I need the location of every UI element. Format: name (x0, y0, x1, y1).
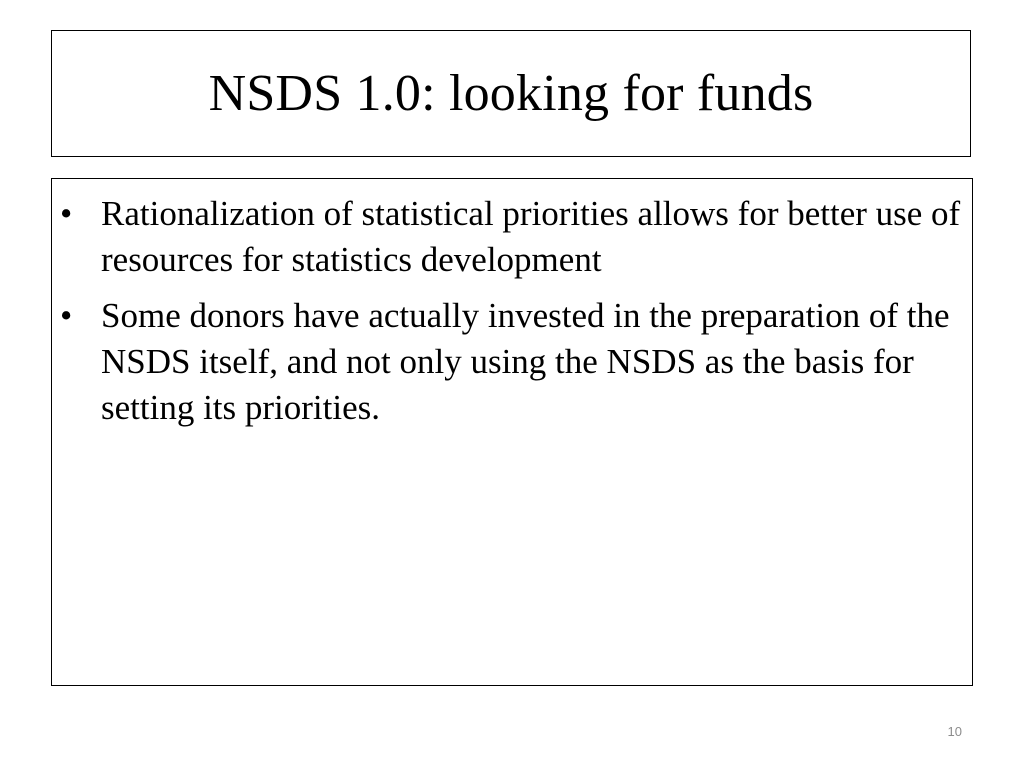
bullet-text: Rationalization of statistical priorities allows for better use of resources for statistics development (101, 194, 961, 279)
bullet-item (52, 191, 962, 283)
bullet-list (52, 179, 972, 431)
bullet-text: Some donors have actually invested in the preparation of the NSDS itself, and not only using the NSDS as the basis for setting its priorities. (101, 296, 950, 427)
slide-title: NSDS 1.0: looking for funds (208, 64, 814, 122)
bullet-icon: • (60, 296, 73, 335)
title-placeholder (51, 30, 971, 157)
bullet-item (52, 293, 962, 431)
slide-number: 10 (947, 724, 962, 739)
content-placeholder (51, 178, 973, 686)
bullet-icon: • (60, 194, 73, 233)
